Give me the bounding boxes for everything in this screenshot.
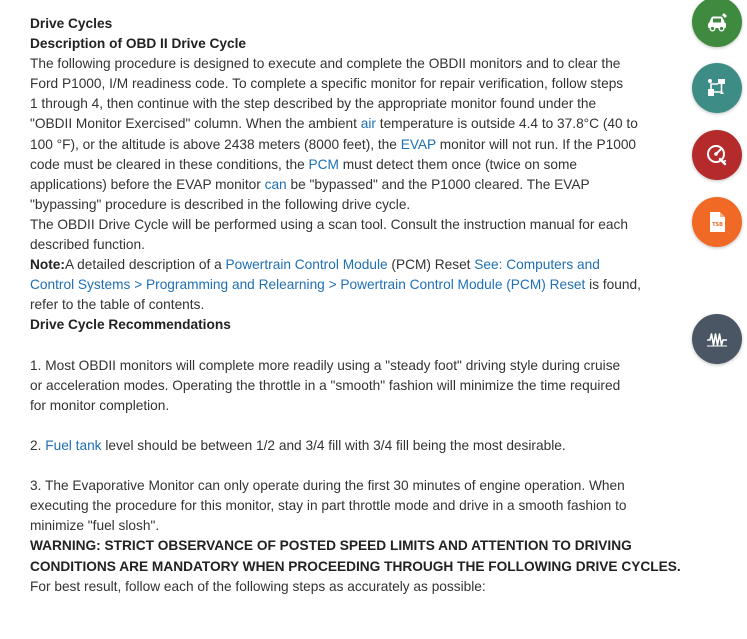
- pcm-reset-link-continued[interactable]: Control Systems > Programming and Relearning > Powertrain Control Module (PCM) Reset: [30, 277, 586, 293]
- spacer: [30, 336, 660, 356]
- recommendation-item: executing the procedure for this monitor, stay in part throttle mode and drive in a smooth fashion to: [30, 498, 627, 514]
- paragraph-line: [30, 155, 660, 175]
- paragraph-line: [30, 114, 660, 134]
- paragraph-line: The OBDII Drive Cycle will be performed using a scan tool. Consult the instruction manual for each: [30, 216, 628, 232]
- recommendations-title: Drive Cycle Recommendations: [30, 317, 231, 333]
- evap-link[interactable]: EVAP: [400, 136, 436, 152]
- warning-text: WARNING: STRICT OBSERVANCE OF POSTED SPEED LIMITS AND ATTENTION TO DRIVING: [30, 538, 632, 554]
- section-title: Drive Cycles: [30, 16, 113, 31]
- text-segment: applications) before the EVAP monitor: [30, 176, 265, 192]
- gauge-icon: [704, 142, 730, 168]
- text-segment: be "bypassed" and the P1000 cleared. The EVAP: [286, 176, 590, 192]
- recommendation-item: minimize "fuel slosh".: [30, 518, 160, 534]
- gauge-button[interactable]: [692, 130, 742, 180]
- recommendation-item: for monitor completion.: [30, 397, 170, 413]
- paragraph-line: [30, 135, 660, 155]
- paragraph-line: The following procedure is designed to execute and complete the OBDII monitors and to clear the: [30, 56, 621, 72]
- text-segment: 100 °F), or the altitude is above 2438 meters (8000 feet), the: [30, 136, 401, 152]
- wiring-diagram-icon: [704, 75, 730, 101]
- recommendation-item: 1. Most OBDII monitors will complete more readily using a "steady foot" driving style during cruise: [30, 357, 621, 373]
- air-link[interactable]: air: [360, 116, 376, 132]
- car-repair-icon: [704, 11, 730, 33]
- text-segment: monitor will not run. If the P1000: [435, 136, 637, 152]
- paragraph-line: 1 through 4, then continue with the step described by the appropriate monitor found under the: [30, 96, 597, 112]
- text-segment: "OBDII Monitor Exercised" column. When the ambient: [30, 116, 361, 132]
- can-link[interactable]: can: [264, 176, 287, 192]
- note-line: refer to the table of contents.: [30, 297, 205, 313]
- recommendation-item: [30, 436, 660, 456]
- waveform-button[interactable]: [692, 314, 742, 364]
- svg-text:TSB: TSB: [712, 222, 723, 228]
- text-segment: temperature is outside 4.4 to 37.8°C (40 to: [375, 116, 638, 132]
- text-segment: 2.: [30, 437, 46, 453]
- tsb-button[interactable]: [692, 197, 742, 247]
- fuel-tank-link[interactable]: Fuel tank: [45, 437, 102, 453]
- pcm-link[interactable]: PCM: [308, 156, 339, 172]
- recommendation-item: or acceleration modes. Operating the throttle in a "smooth" fashion will minimize the time required: [30, 377, 621, 393]
- text-segment: level should be between 1/2 and 3/4 fill with 3/4 fill being the most desirable.: [101, 437, 566, 453]
- paragraph-line: "bypassing" procedure is described in the following drive cycle.: [30, 196, 411, 212]
- document-body: [30, 14, 681, 597]
- note-line: [30, 255, 660, 275]
- paragraph-line: Ford P1000, I/M readiness code. To complete a specific monitor for repair verification, follow steps: [30, 76, 624, 92]
- text-segment: must detect them once (twice on some: [338, 156, 578, 172]
- recommendation-item: 3. The Evaporative Monitor can only operate during the first 30 minutes of engine operation. When: [30, 478, 625, 494]
- note-line: [30, 275, 660, 295]
- note-label: Note:: [30, 257, 65, 273]
- tsb-document-icon: [704, 209, 730, 235]
- paragraph-line: [30, 175, 660, 195]
- paragraph-line: For best result, follow each of the following steps as accurately as possible:: [30, 578, 486, 594]
- pcm-reset-link[interactable]: See: Computers and: [474, 257, 600, 273]
- spacer: [30, 416, 660, 436]
- text-segment: (PCM) Reset: [387, 257, 475, 273]
- spacer: [30, 456, 660, 476]
- text-segment: is found,: [585, 277, 641, 293]
- warning-text: CONDITIONS ARE MANDATORY WHEN PROCEEDING THROUGH THE FOLLOWING DRIVE CYCLES.: [30, 558, 681, 574]
- wiring-diagram-button[interactable]: [692, 63, 742, 113]
- text-segment: A detailed description of a: [64, 257, 226, 273]
- paragraph-line: described function.: [30, 237, 145, 253]
- subsection-title: Description of OBD II Drive Cycle: [30, 36, 247, 52]
- waveform-icon: [704, 326, 730, 352]
- car-repair-button[interactable]: [692, 0, 742, 47]
- powertrain-control-module-link[interactable]: Powertrain Control Module: [225, 257, 388, 273]
- text-segment: code must be cleared in these conditions, the: [30, 156, 309, 172]
